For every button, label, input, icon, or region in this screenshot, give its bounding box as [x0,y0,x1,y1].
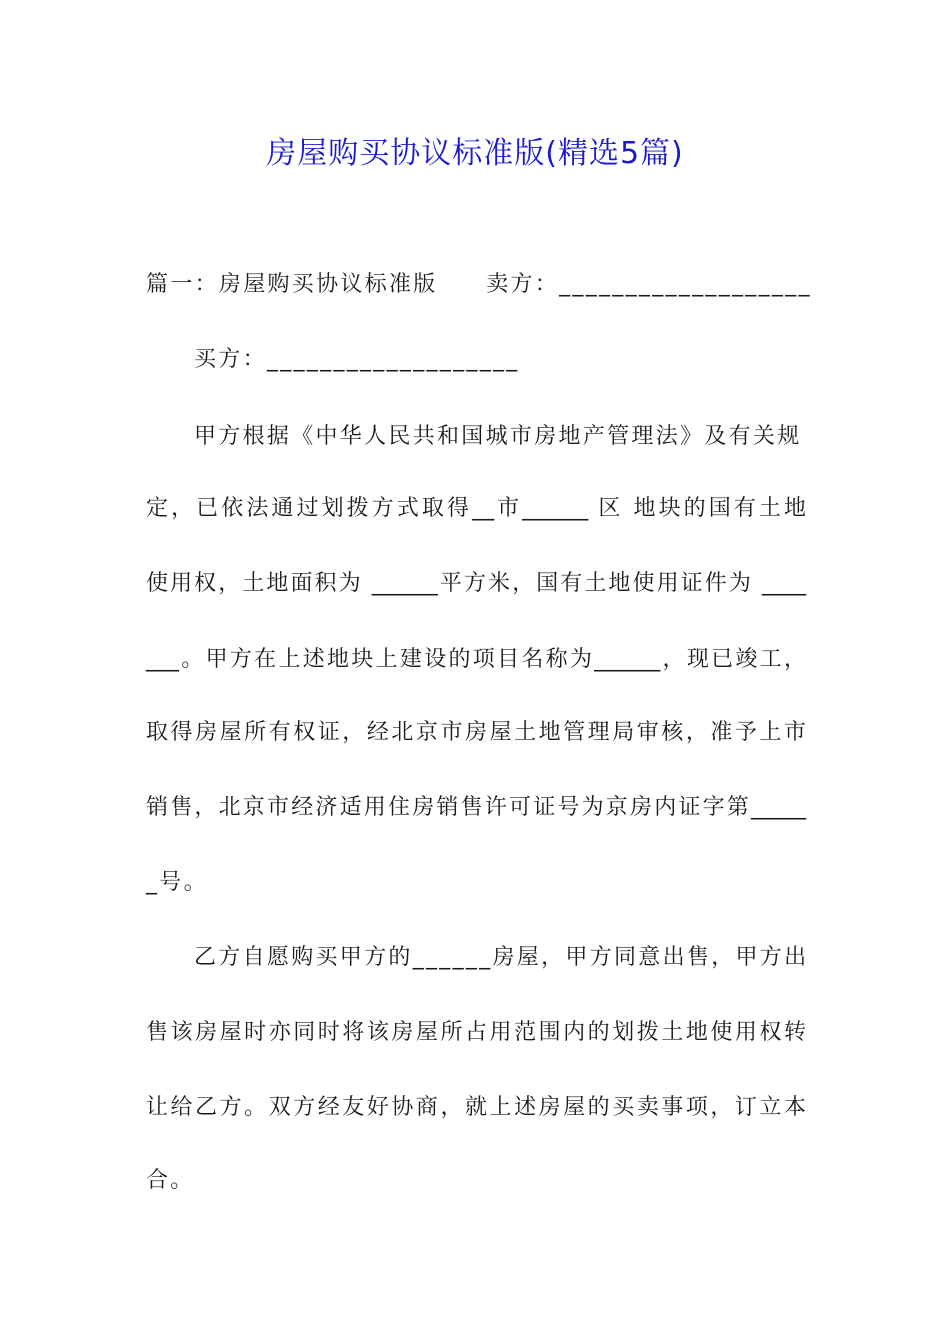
paragraph-line: _号。 [146,870,208,895]
paragraph-line: 取得房屋所有权证，经北京市房屋土地管理局审核，准予上市 [146,720,806,745]
paragraph-line: 使用权，土地面积为 ______平方米，国有土地使用证件为 ____ [146,571,806,596]
paragraph-line: ___。甲方在上述地块上建设的项目名称为______，现已竣工， [146,647,806,672]
buyer-line: 买方：___________________ [194,347,520,372]
document-title: 房屋购买协议标准版(精选5篇) [266,136,684,171]
paragraph-line: 让给乙方。双方经友好协商，就上述房屋的买卖事项，订立本 [146,1095,806,1120]
paragraph-line: 合。 [146,1168,195,1193]
paragraph-line: 销售，北京市经济适用住房销售许可证号为京房内证字第_____ [146,795,806,820]
paragraph-line: 定，已依法通过划拨方式取得__市______ 区 地块的国有土地 [146,496,806,521]
paragraph-line: 乙方自愿购买甲方的______房屋，甲方同意出售，甲方出 [194,945,809,970]
paragraph-line: 甲方根据《中华人民共和国城市房地产管理法》及有关规 [194,424,802,449]
section-heading-seller-line: 篇一：房屋购买协议标准版 卖方：___________________ [146,272,812,297]
paragraph-line: 售该房屋时亦同时将该房屋所占用范围内的划拨土地使用权转 [146,1020,806,1045]
